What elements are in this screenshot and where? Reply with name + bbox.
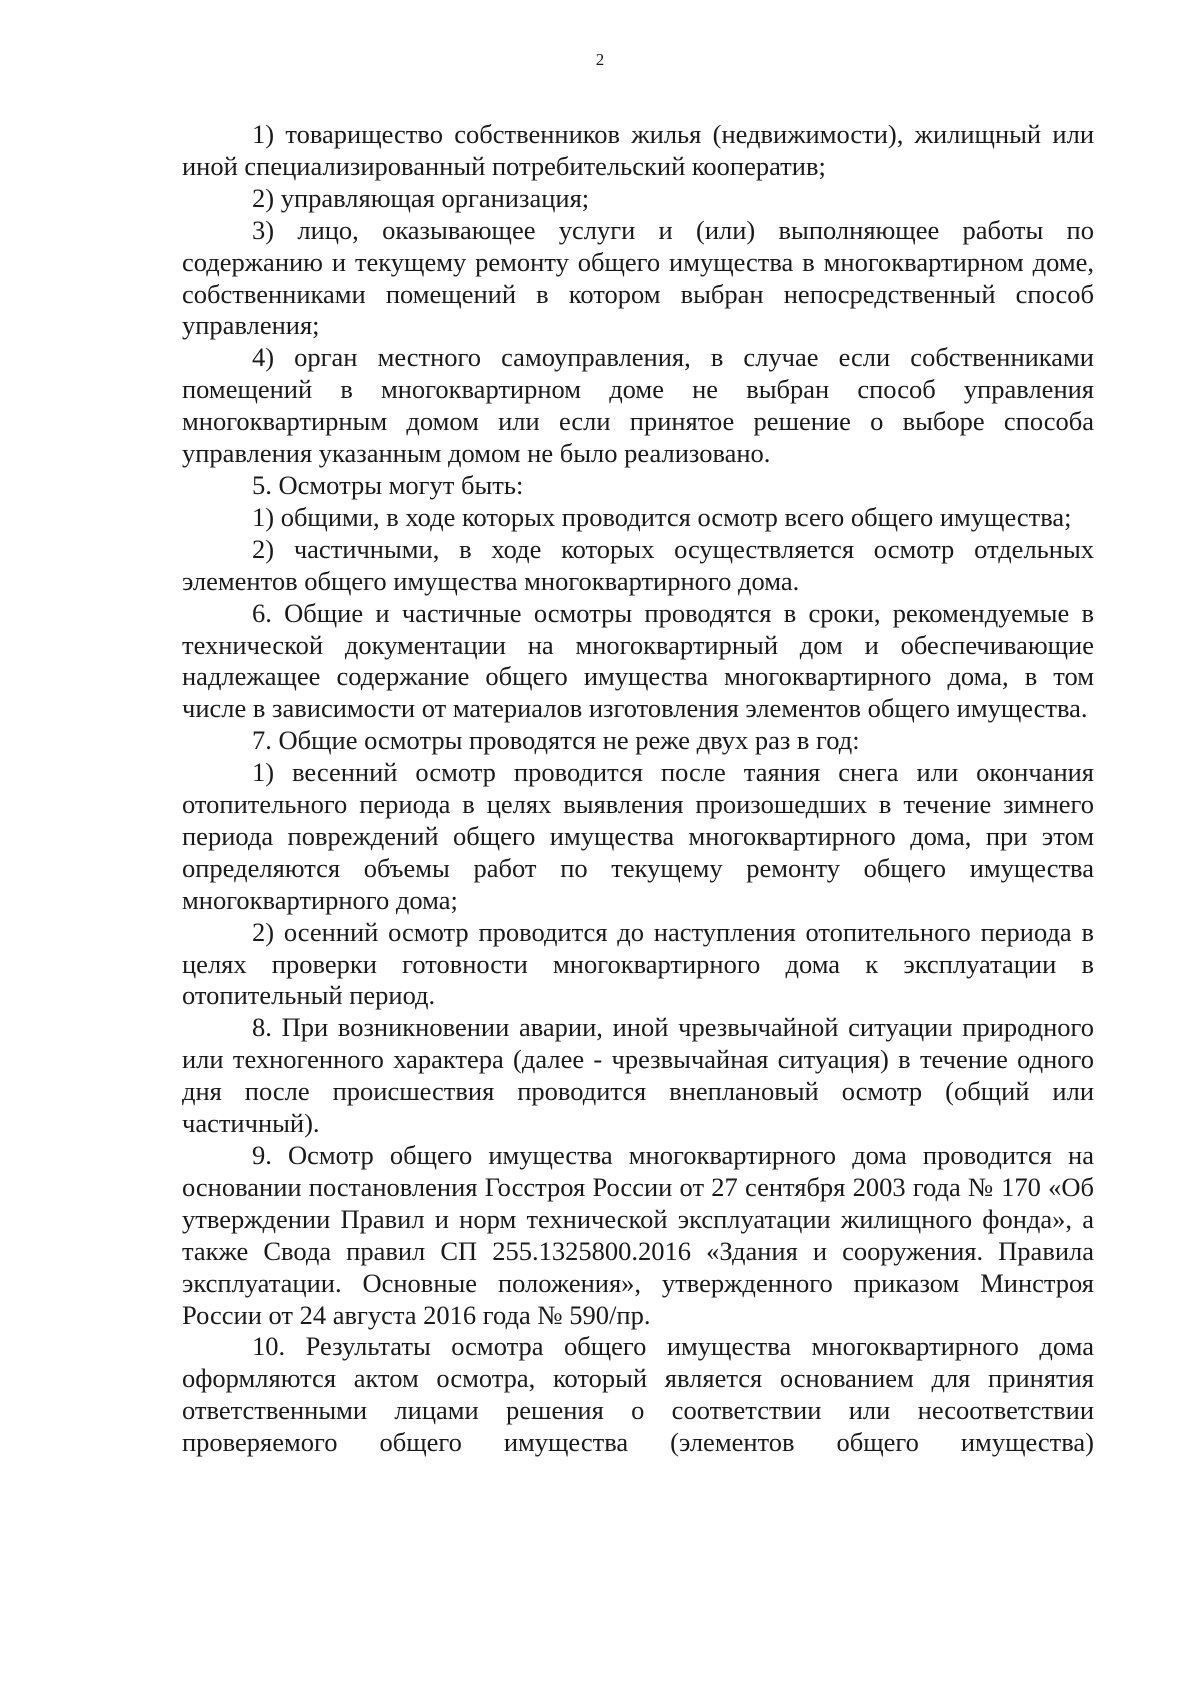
document-body	[182, 119, 1094, 1459]
paragraph-service-provider: 3) лицо, оказывающее услуги и (или) выполняющее работы по содержанию и текущему ремонту общего имущества в многоквартирном доме, собственниками помещений в котором выбран непосредственный способ управления;	[182, 214, 1094, 341]
paragraph-inspection-terms: 6. Общие и частичные осмотры проводятся в сроки, рекомендуемые в технической документации на многоквартирный дом и обеспечивающие надлежащее содержание общего имущества многоквартирного дома, в том числе в зависимости от материалов изготовления элементов общего имущества.	[182, 597, 1094, 724]
paragraph-inspection-types: 5. Осмотры могут быть:	[252, 469, 524, 500]
paragraph-spring-inspection: 1) весенний осмотр проводится после таяния снега или окончания отопительного периода в целях выявления произошедших в течение зимнего периода повреждений общего имущества многоквартирного дома, при этом определяются объемы работ по текущему ремонту общего имущества многоквартирного дома;	[182, 757, 1094, 915]
paragraph-inspection-results: 10. Результаты осмотра общего имущества многоквартирного дома оформляются актом осмотра, который является основанием для принятия ответственными лицами решения о соответствии или несоответствии проверяемого общего имущества (элементов общего имущества)	[182, 1331, 1094, 1458]
paragraph-general-inspections: 1) общими, в ходе которых проводится осмотр всего общего имущества;	[252, 501, 1072, 532]
page-number: 2	[595, 50, 605, 69]
paragraph-management-company: 2) управляющая организация;	[252, 182, 590, 213]
paragraph-autumn-inspection: 2) осенний осмотр проводится до наступления отопительного периода в целях проверки готовности многоквартирного дома к эксплуатации в отопительный период.	[182, 916, 1094, 1011]
paragraph-legal-basis: 9. Осмотр общего имущества многоквартирного дома проводится на основании постановления Госстроя России от 27 сентября 2003 года № 170 «Об утверждении Правил и норм технической эксплуатации жилищного фонда», а также Свода правил СП 255.1325800.2016 «Здания и сооружения. Правила эксплуатации. Основные положения», утвержденного приказом Минстроя России от 24 августа 2016 года № 590/пр.	[182, 1140, 1094, 1330]
paragraph-hoa: 1) товарищество собственников жилья (недвижимости), жилищный или иной специализированный потребительский кооператив;	[182, 119, 1094, 181]
paragraph-inspection-frequency: 7. Общие осмотры проводятся не реже двух раз в год:	[252, 725, 860, 756]
paragraph-local-government: 4) орган местного самоуправления, в случае если собственниками помещений в многоквартирном доме не выбран способ управления многоквартирным домом или если принятое решение о выборе способа управления указанным домом не было реализовано.	[182, 342, 1094, 469]
paragraph-partial-inspections: 2) частичными, в ходе которых осуществляется осмотр отдельных элементов общего имущества многоквартирного дома.	[182, 533, 1094, 596]
paragraph-emergency-inspection: 8. При возникновении аварии, иной чрезвычайной ситуации природного или техногенного характера (далее - чрезвычайная ситуация) в течение одного дня после происшествия проводится внеплановый осмотр (общий или частичный).	[182, 1012, 1094, 1139]
